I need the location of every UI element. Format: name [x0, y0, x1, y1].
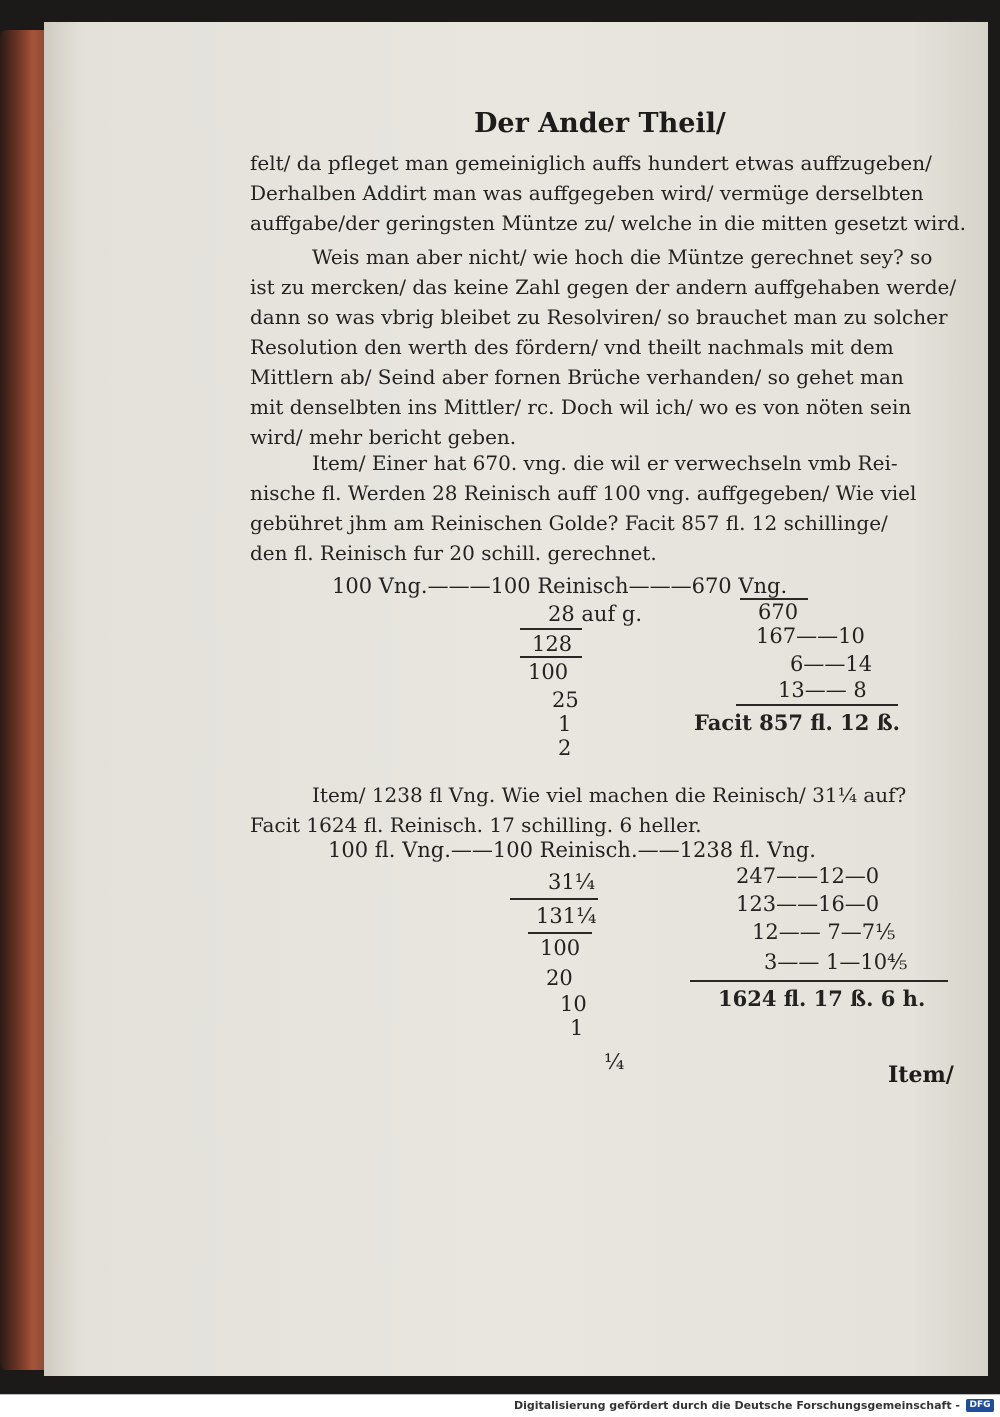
calc1-left-value: 28 auf g. [548, 602, 643, 626]
text-line: wird/ mehr bericht geben. [250, 425, 517, 449]
calc1-left-value: 2 [558, 736, 572, 760]
text-line: mit denselbten ins Mittler/ rc. Doch wil ich/ wo es von nöten sein [250, 395, 912, 419]
footer-credit: Digitalisierung gefördert durch die Deutsche Forschungsgemeinschaft - [513, 1399, 960, 1412]
text-line: Derhalben Addirt man was auffgegeben wird/ vermüge derselbten [250, 181, 924, 205]
calc1-left-value: 128 [532, 632, 573, 656]
text-line: dann so was vbrig bleibet zu Resolviren/ so brauchet man zu solcher [250, 305, 948, 329]
calc1-right-value: 13—— 8 [778, 678, 867, 702]
calc2-right-value: 12—— 7—7⅕ [752, 920, 896, 944]
calc1-right-value: 670 [758, 600, 799, 624]
text-line: felt/ da pfleget man gemeiniglich auffs hundert etwas auffzugeben/ [250, 151, 932, 175]
calc2-left-value: 1 [570, 1016, 584, 1040]
text-line: Resolution den werth des fördern/ vnd theilt nachmals mit dem [250, 335, 894, 359]
calc2-row: 100 fl. Vng.——100 Reinisch.——1238 fl. Vng. [328, 838, 816, 862]
calc1-right-value: 167——10 [756, 624, 865, 648]
calc2-left-value: 10 [560, 992, 587, 1016]
calc2-rule [690, 980, 948, 982]
paragraph-2 [250, 242, 957, 452]
calc2-left-value: 100 [540, 936, 581, 960]
footer-bar [0, 1394, 1000, 1417]
calc2-left-value: 131¼ [536, 904, 597, 928]
calc2-left-value: ¼ [604, 1050, 625, 1074]
calc1-result: Facit 857 fl. 12 ß. [694, 710, 900, 735]
calc1-left-value: 100 [528, 660, 569, 684]
calc1-rule [520, 628, 582, 630]
text-line: Facit 1624 fl. Reinisch. 17 schilling. 6 heller. [250, 813, 702, 837]
calc2-right-value: 247——12—0 [736, 864, 880, 888]
calc2-result: 1624 fl. 17 ß. 6 h. [718, 986, 926, 1011]
text-line: Weis man aber nicht/ wie hoch die Müntze gerechnet sey? so [312, 245, 933, 269]
text-line: ist zu mercken/ das keine Zahl gegen der andern auffgehaben werde/ [250, 275, 957, 299]
calc1-left-value: 25 [552, 688, 579, 712]
calc2-right-value: 3—— 1—10⅘ [764, 950, 908, 974]
calc2-left-value: 31¼ [548, 870, 596, 894]
calc1-left-value: 1 [558, 712, 572, 736]
paragraph-1 [250, 148, 966, 238]
paragraph-4 [250, 780, 950, 840]
calc2-left-value: 20 [546, 966, 573, 990]
catchword: Item/ [888, 1062, 954, 1088]
calc2-right-value: 123——16—0 [736, 892, 880, 916]
text-line: den fl. Reinisch fur 20 schill. gerechnet. [250, 541, 657, 565]
text-line: Item/ Einer hat 670. vng. die wil er verwechseln vmb Rei- [312, 451, 898, 475]
calc2-rule [528, 932, 592, 934]
calc1-rule [520, 656, 582, 658]
text-line: auffgabe/der geringsten Müntze zu/ welche in die mitten gesetzt wird. [250, 211, 966, 235]
page-header: Der Ander Theil/ [474, 108, 726, 139]
text-line: nische fl. Werden 28 Reinisch auff 100 vng. auffgegeben/ Wie viel [250, 481, 917, 505]
text-line: Mittlern ab/ Seind aber fornen Brüche verhanden/ so gehet man [250, 365, 904, 389]
dfg-logo-icon: DFG [966, 1399, 994, 1412]
text-line: gebühret jhm am Reinischen Golde? Facit 857 fl. 12 schillinge/ [250, 511, 888, 535]
calc1-rule [736, 704, 898, 706]
paragraph-3 [250, 448, 950, 568]
calc2-rule [510, 898, 598, 900]
text-line: Item/ 1238 fl Vng. Wie viel machen die Reinisch/ 31¼ auf? [312, 783, 907, 807]
calc1-right-value: 6——14 [790, 652, 873, 676]
calc1-row: 100 Vng.———100 Reinisch———670 Vng. [332, 574, 788, 598]
